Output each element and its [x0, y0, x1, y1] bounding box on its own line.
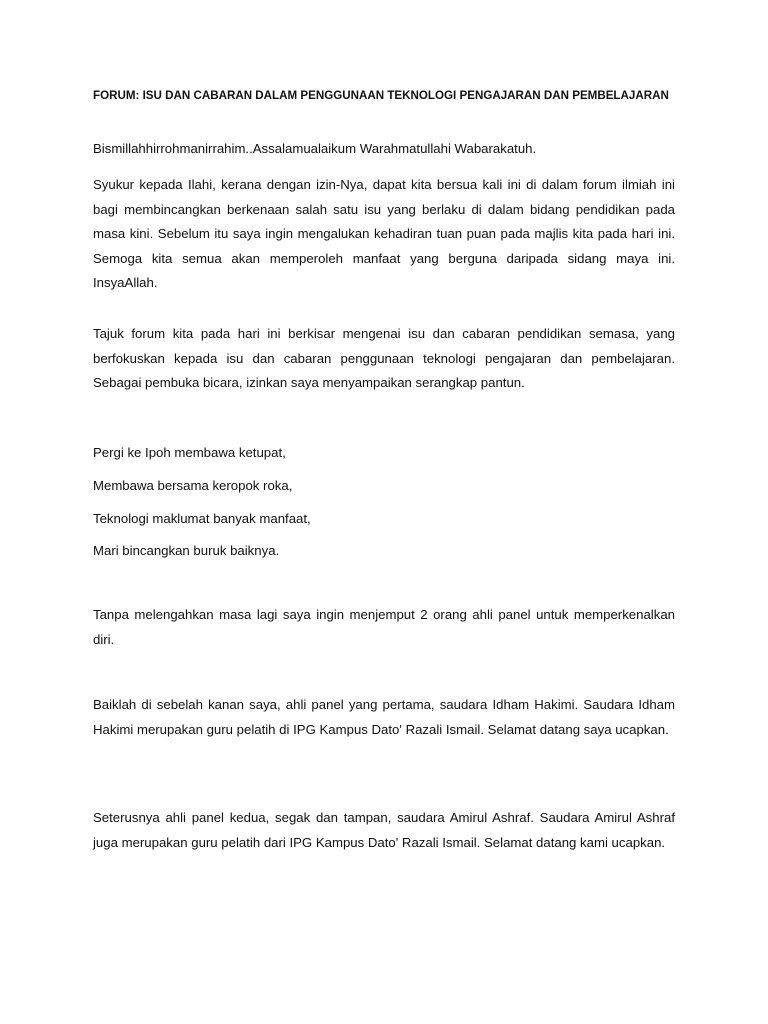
paragraph-panel-one: Baiklah di sebelah kanan saya, ahli panel yang pertama, saudara Idham Hakimi. Saudara Idham Hakimi merupakan guru pelatih di IPG Kampus Dato' Razali Ismail. Selamat datang saya ucapkan. — [93, 697, 675, 737]
pantun-line: Pergi ke Ipoh membawa ketupat, — [93, 445, 286, 460]
document-title: FORUM: ISU DAN CABARAN DALAM PENGGUNAAN TEKNOLOGI PENGAJARAN DAN PEMBELAJARAN — [93, 89, 669, 102]
pantun-line: Membawa bersama keropok roka, — [93, 478, 293, 493]
paragraph-panel-two: Seterusnya ahli panel kedua, segak dan tampan, saudara Amirul Ashraf. Saudara Amirul Ashraf juga merupakan guru pelatih dari IPG Kampus Dato' Razali Ismail. Selamat datang kami ucapkan. — [93, 810, 675, 850]
pantun-line: Mari bincangkan buruk baiknya. — [93, 543, 280, 558]
pantun-line: Teknologi maklumat banyak manfaat, — [93, 511, 311, 526]
paragraph-opening: Syukur kepada Ilahi, kerana dengan izin-Nya, dapat kita bersua kali ini di dalam forum ilmiah ini bagi membincangkan berkenaan salah satu isu yang berlaku di dalam bidang pendidikan pada masa kini. Sebelum itu saya ingin mengalukan kehadiran tuan puan pada majlis kita pada hari ini. Semoga kita semua akan memperoleh manfaat yang berguna daripada sidang maya ini. InsyaAllah. — [93, 177, 675, 290]
paragraph-forum-topic: Tajuk forum kita pada hari ini berkisar mengenai isu dan cabaran pendidikan semasa, yang berfokuskan kepada isu dan cabaran penggunaan teknologi pengajaran dan pembelajaran. Sebagai pembuka bicara, izinkan saya menyampaikan serangkap pantun. — [93, 326, 675, 390]
paragraph-invitation: Tanpa melengahkan masa lagi saya ingin menjemput 2 orang ahli panel untuk memperkenalkan diri. — [93, 607, 675, 647]
greeting-text: Bismillahhirrohmanirrahim..Assalamualaikum Warahmatullahi Wabarakatuh. — [93, 141, 537, 156]
